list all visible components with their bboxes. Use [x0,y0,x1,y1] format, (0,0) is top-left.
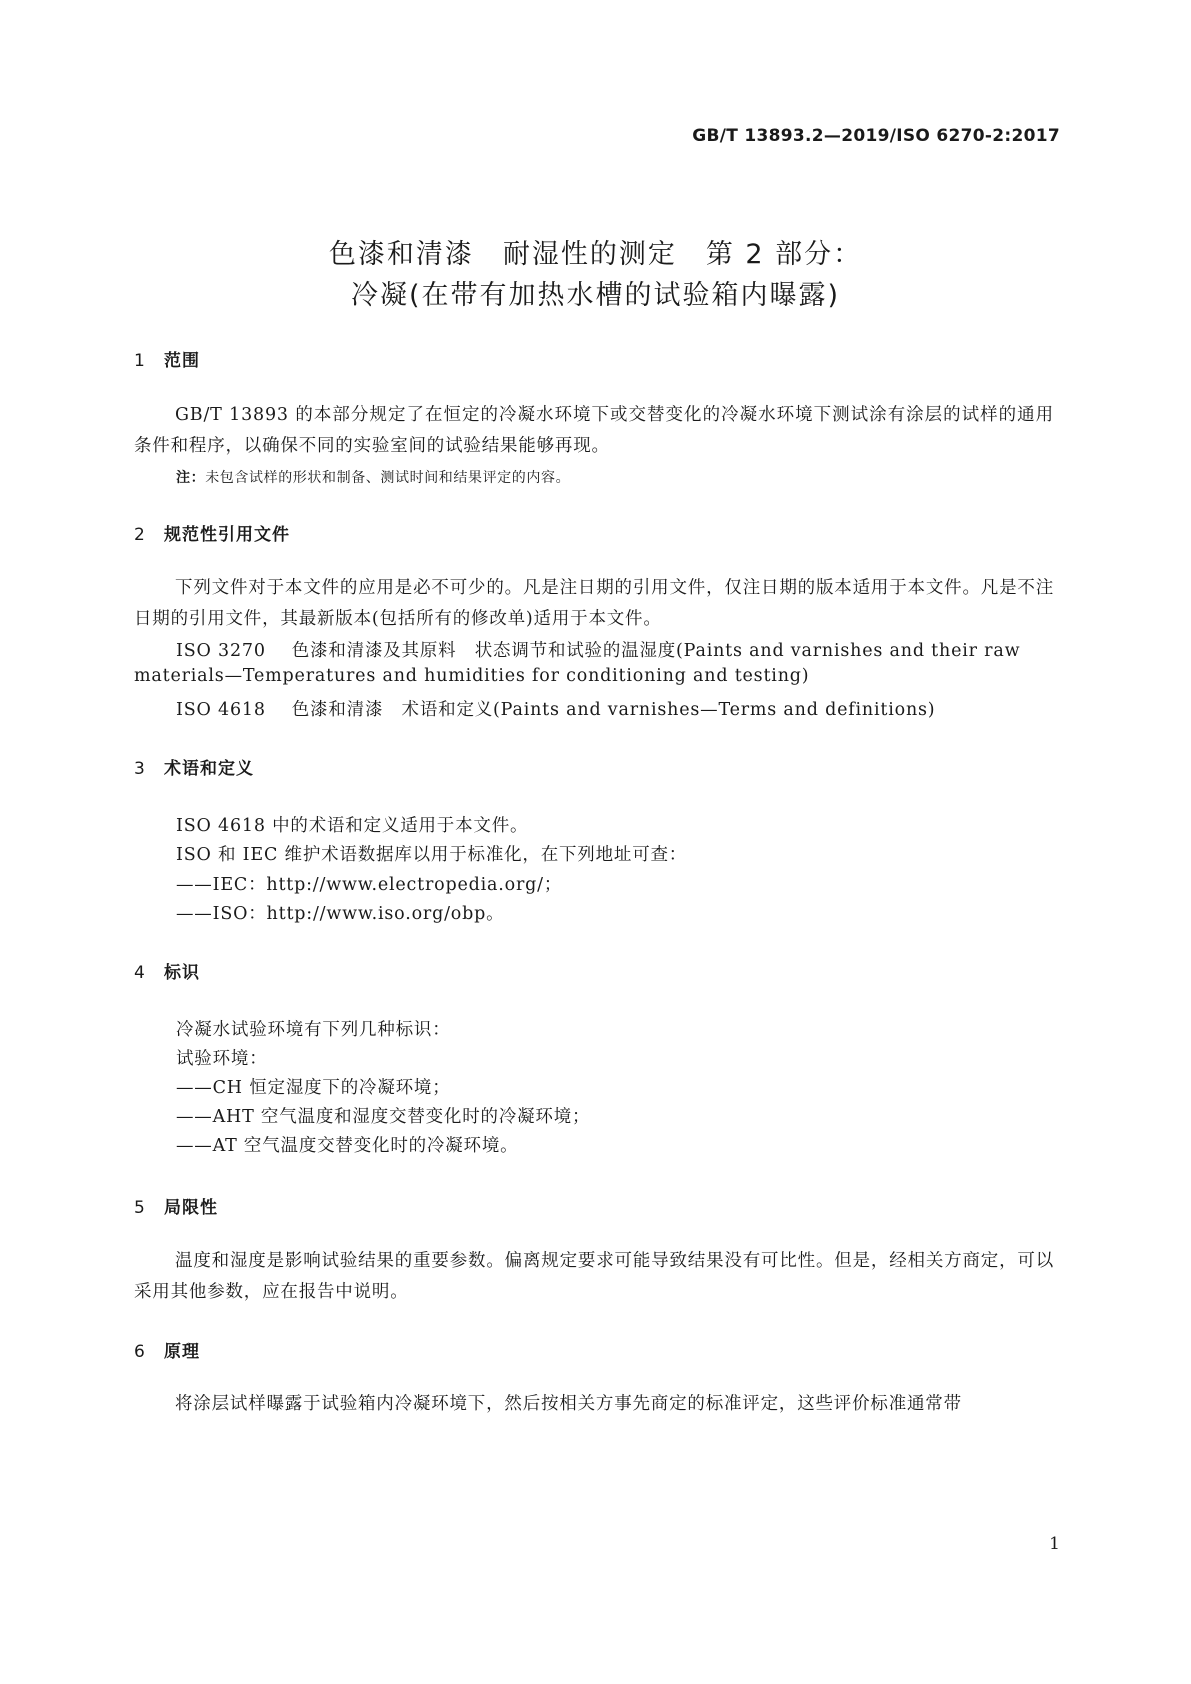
section-1-note [176,467,570,487]
note-text: 未包含试样的形状和制备、测试时间和结果评定的内容。 [205,470,571,486]
standard-number: GB/T 13893.2—2019/ISO 6270-2:2017 [692,126,1060,146]
section-3-heading [134,754,254,779]
section-4-line: 冷凝水试验环境有下列几种标识： [176,1020,451,1040]
section-1-heading [134,346,200,371]
reference-code: ISO 4618 [176,700,266,720]
page-number: 1 [1049,1534,1060,1554]
iso-url-link[interactable]: ——ISO：http://www.iso.org/obp。 [176,904,505,924]
section-4-line: ——AHT 空气温度和湿度交替变化时的冷凝环境； [176,1107,591,1127]
section-4-heading [134,958,200,983]
section-4-line: 试验环境： [176,1049,268,1069]
document-title-line-2: 冷凝(在带有加热水槽的试验箱内曝露) [350,280,841,311]
section-1-paragraph: GB/T 13893 的本部分规定了在恒定的冷凝水环境下或交替变化的冷凝水环境下测试涂有涂层的试样的通用条件和程序，以确保不同的实验室间的试验结果能够再现。 [134,405,1054,456]
section-number: 1 [134,351,146,371]
note-label: 注： [176,470,206,486]
section-number: 5 [134,1198,146,1218]
section-title: 规范性引用文件 [164,525,290,545]
document-title-line-1: 色漆和清漆 耐湿性的测定 第 2 部分： [328,239,863,270]
section-title: 原理 [164,1342,200,1362]
section-number: 4 [134,963,146,983]
reference-iso-4618 [176,696,935,721]
section-3-line: ISO 和 IEC 维护术语数据库以用于标准化，在下列地址可查： [176,845,688,865]
section-number: 6 [134,1342,146,1362]
iec-url-link[interactable]: ——IEC：http://www.electropedia.org/； [176,875,563,895]
reference-iso-3270-continued: materials—Temperatures and humidities for conditioning and testing) [134,666,810,686]
section-2-heading [134,520,290,545]
section-2-paragraph: 下列文件对于本文件的应用是必不可少的。凡是注日期的引用文件，仅注日期的版本适用于本文件。凡是不注日期的引用文件，其最新版本(包括所有的修改单)适用于本文件。 [134,578,1054,629]
section-6-heading [134,1337,200,1362]
reference-title: 色漆和清漆及其原料 状态调节和试验的温湿度(Paints and varnishes and their raw [291,641,1021,661]
section-title: 标识 [164,963,200,983]
reference-iso-3270 [176,637,1020,662]
reference-title: 色漆和清漆 术语和定义(Paints and varnishes—Terms and definitions) [291,700,936,720]
section-5-heading [134,1193,218,1218]
section-4-line: ——CH 恒定湿度下的冷凝环境； [176,1078,451,1098]
section-number: 3 [134,759,146,779]
section-3-line: ISO 4618 中的术语和定义适用于本文件。 [176,816,529,836]
section-6-paragraph: 将涂层试样曝露于试验箱内冷凝环境下，然后按相关方事先商定的标准评定，这些评价标准通常带 [175,1394,962,1414]
section-5-paragraph: 温度和湿度是影响试验结果的重要参数。偏离规定要求可能导致结果没有可比性。但是，经相关方商定，可以采用其他参数，应在报告中说明。 [134,1251,1054,1302]
reference-code: ISO 3270 [176,641,266,661]
section-number: 2 [134,525,146,545]
section-title: 术语和定义 [164,759,254,779]
section-4-line: ——AT 空气温度交替变化时的冷凝环境。 [176,1136,519,1156]
section-title: 范围 [164,351,200,371]
section-title: 局限性 [164,1198,218,1218]
